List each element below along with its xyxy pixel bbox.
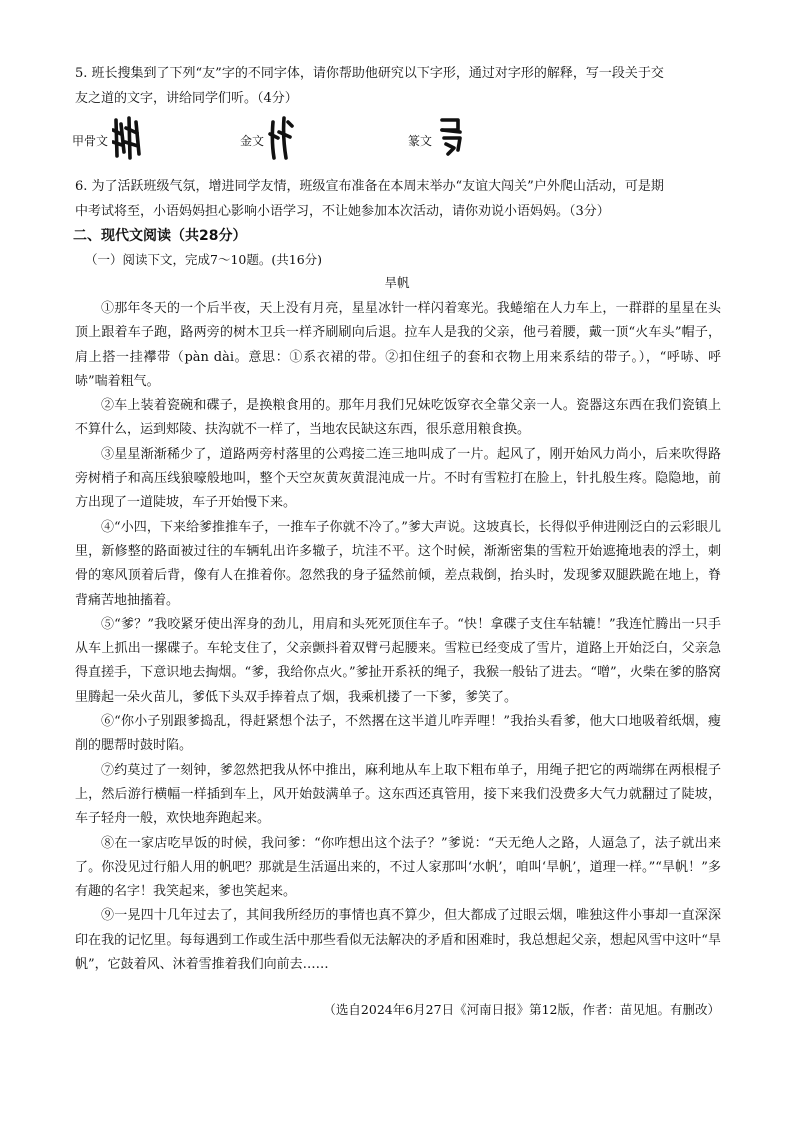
character-forms-row (72, 110, 722, 170)
article-paragraph-5: ⑤“爹？”我咬紧牙使出浑身的劲儿，用肩和头死死顶住车子。“快！拿碟子支住车轱辘！”我连忙腾出一只手从车上抓出一摞碟子。车轮支住了，父亲颤抖着双臂弓起腰来。雪粒已经变成了雪片，道路上开始泛白，父亲急得直搓手，下意识地去掏烟。“爹，我给你点火。”爹扯开系袄的绳子，我猴一般钻了进去。“噌”，火柴在爹的胳窝里腾起一朵火苗儿，爹低下头双手捧着点了烟，我乘机搂了一下爹，爹笑了。 (75, 616, 721, 705)
question-5-line-1: 5. 班长搜集到了下列“友”字的不同字体，请你帮助他研究以下字形，通过对字形的解释，写一段关于交 (75, 66, 664, 81)
article-body (75, 297, 721, 977)
section-title: 二、现代文阅读（共28分） (73, 228, 247, 244)
seal-you-glyph-icon (438, 112, 464, 158)
seal-label: 篆文 (408, 134, 433, 148)
article-paragraph-4: ④“小四，下来给爹推推车子，一推车子你就不冷了。”爹大声说。这坡真长，长得似乎伸进刚泛白的云彩眼儿里，新修整的路面被过往的车辆轧出许多辙子，坑洼不平。这个时候，渐渐密集的雪粒开始遮掩地表的浮土，刺骨的寒风顶着后背，像有人在推着你。忽然我的身子猛然前倾，差点栽倒，抬头时，发现爹双腿跌跪在地上，脊背痛苦地抽搐着。 (75, 519, 721, 608)
article-paragraph-8: ⑧在一家店吃早饭的时候，我问爹：“你咋想出这个法子？”爹说：“天无绝人之路，人逼急了，法子就出来了。你没见过行船人用的帆吧？那就是生活逼出来的，不过人家那叫‘水帆’，咱叫‘旱帆’，道理一样。”“旱帆！”多有趣的名字！我笑起来，爹也笑起来。 (75, 835, 721, 900)
question-6-line-1: 6. 为了活跃班级气氛，增进同学友情，班级宣布准备在本周末举办“友谊大闯关”户外爬山活动，可是期 (75, 179, 664, 194)
section-subtitle: （一）阅读下文，完成7～10题。(共16分) (85, 252, 323, 267)
oracle-bone-label: 甲骨文 (72, 134, 109, 148)
bronze-you-glyph-icon (268, 112, 294, 162)
article-paragraph-2: ②车上装着瓷碗和碟子，是换粮食用的。那年月我们兄妹吃饭穿衣全靠父亲一人。瓷器这东西在我们瓷镇上不算什么，运到郏陵、扶沟就不一样了，当地农民缺这东西，很乐意用粮食换。 (75, 398, 721, 438)
article-paragraph-1: ①那年冬天的一个后半夜，天上没有月亮，星星冰针一样闪着寒光。我蜷缩在人力车上，一群群的星星在头顶上跟着车子跑，路两旁的树木卫兵一样齐刷刷向后退。拉车人是我的父亲，他弓着腰，戴一顶“火车头”帽子，肩上搭一挂襻带（pàn dài。意思：①系衣裙的带。②扣住纽子的套和衣物上用来系结的带子。），“呼哧、呼哧”喘着粗气。 (75, 301, 721, 389)
oracle-bone-you-glyph-icon (112, 112, 142, 162)
article-paragraph-3: ③星星渐渐稀少了，道路两旁村落里的公鸡接二连三地叫成了一片。起风了，刚开始风力尚小，后来吹得路旁树梢子和高压线狼嚎般地叫，整个天空灰黄灰黄混沌成一片。不时有雪粒打在脸上，针扎般生疼。隐隐地，前方出现了一道陡坡，车子开始慢下来。 (75, 446, 721, 511)
article-source: （选自2024年6月27日《河南日报》第12版，作者：苗见旭。有删改） (323, 1002, 720, 1017)
question-6-line-2: 中考试将至，小语妈妈担心影响小语学习，不让她参加本次活动，请你劝说小语妈妈。（3分） (75, 204, 610, 219)
article-paragraph-7: ⑦约莫过了一刻钟，爹忽然把我从怀中推出，麻利地从车上取下粗布单子，用绳子把它的两端绑在两根棍子上，然后游行横幅一样插到车上，风开始鼓满单子。这东西还真管用，接下来我们没费多大气力就翻过了陡坡，车子轻舟一般，欢快地奔跑起来。 (75, 762, 721, 827)
question-5-line-2: 友之道的文字，讲给同学们听。（4分） (75, 91, 298, 106)
bronze-label: 金文 (240, 134, 265, 148)
article-paragraph-6: ⑥“你小子别跟爹捣乱，得赶紧想个法子，不然撂在这半道儿咋弄哩！”我抬头看爹，他大口地吸着纸烟，瘦削的腮帮时鼓时陷。 (75, 714, 721, 754)
article-title: 旱帆 (384, 275, 410, 290)
article-paragraph-9: ⑨一晃四十几年过去了，其间我所经历的事情也真不算少，但大都成了过眼云烟，唯独这件小事却一直深深印在我的记忆里。每每遇到工作或生活中那些看似无法解决的矛盾和困难时，我总想起父亲，想起风雪中这叶“旱帆”，它鼓着风、沐着雪推着我们向前去…… (75, 908, 721, 973)
